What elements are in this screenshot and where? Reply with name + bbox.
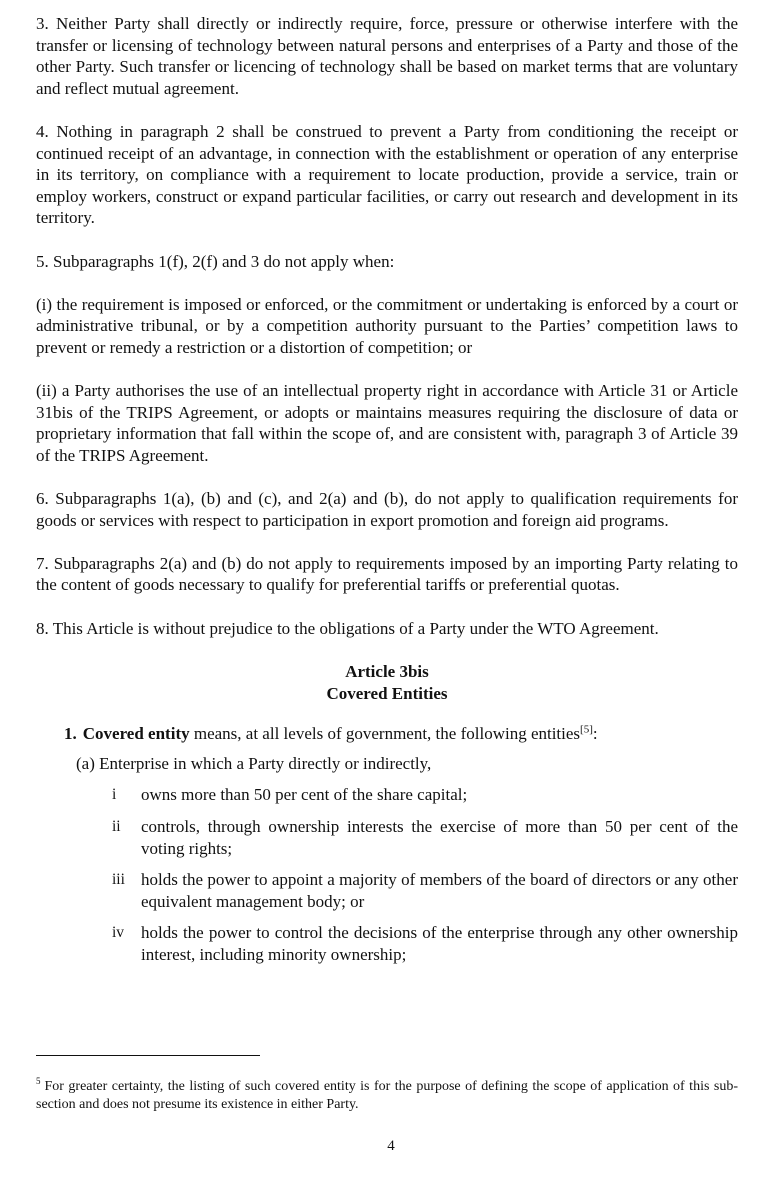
definition-end: : <box>592 724 598 744</box>
paragraph-5-i: (i) the requirement is imposed or enforced, or the commitment or undertaking is enforced by a court or administrative tribunal, or by a competition authority pursuant to the Parties’ competition laws to prevent or remedy a restriction or a distortion of competition; or <box>36 294 738 357</box>
list-item-text: holds the power to appoint a majority of members of the board of directors or any other equivalent management body; or <box>141 870 738 911</box>
article-heading <box>36 661 738 705</box>
list-item-text: controls, through ownership interests the exercise of more than 50 per cent of the voting rights; <box>141 817 738 858</box>
definition-term: Covered entity <box>82 724 190 744</box>
roman-numeral: iv <box>112 924 125 942</box>
paragraph-8: 8. This Article is without prejudice to the obligations of a Party under the WTO Agreement. <box>36 618 659 638</box>
document-page <box>36 13 738 976</box>
paragraph-7: 7. Subparagraphs 2(a) and (b) do not apply to requirements imposed by an importing Party relating to the content of goods necessary to qualify for preferential tariffs or preferential quotas. <box>36 553 738 595</box>
page-number: 4 <box>387 1138 395 1154</box>
list-item <box>112 869 738 912</box>
footnote-reference[interactable]: [5] <box>580 723 593 736</box>
definition-text: means, at all levels of government, the following entities <box>189 724 581 744</box>
footnote <box>36 1078 738 1114</box>
roman-numeral: ii <box>112 818 121 835</box>
paragraph-4: 4. Nothing in paragraph 2 shall be construed to prevent a Party from conditioning the receipt or continued receipt of an advantage, in connection with the establishment or operation of any enterprise in its territory, on compliance with a requirement to locate production, provide a service, train or employ workers, construct or expand particular facilities, or carry out research and development in its territory. <box>36 121 738 228</box>
article-title: Article 3bis <box>345 662 429 682</box>
list-item <box>112 816 738 859</box>
list-item-text: holds the power to control the decisions of the enterprise through any other ownership interest, including minority ownership; <box>141 923 738 964</box>
definition-number: 1. <box>64 724 77 744</box>
paragraph-3: 3. Neither Party shall directly or indirectly require, force, pressure or otherwise interfere with the transfer or licensing of technology between natural persons and enterprises of a Party and those of the other Party. Such transfer or licencing of technology shall be based on market terms that are voluntary and reflect mutual agreement. <box>36 14 738 98</box>
list-item <box>112 784 738 806</box>
subparagraph-a: (a) Enterprise in which a Party directly or indirectly, <box>76 753 432 773</box>
footnote-marker: 5 <box>36 1076 41 1087</box>
roman-numeral: i <box>112 786 117 804</box>
footnote-divider <box>36 1055 260 1056</box>
footnote-text: For greater certainty, the listing of such covered entity is for the purpose of defining the scope of application of this sub-section and does not presume its existence in either Party. <box>36 1079 738 1112</box>
paragraph-6: 6. Subparagraphs 1(a), (b) and (c), and 2(a) and (b), do not apply to qualification requirements for goods or services with respect to participation in export promotion and foreign aid programs. <box>36 489 738 530</box>
paragraph-5: 5. Subparagraphs 1(f), 2(f) and 3 do not apply when: <box>36 251 395 271</box>
list-item-text: owns more than 50 per cent of the share capital; <box>141 785 468 805</box>
roman-numeral: iii <box>112 871 125 889</box>
definition-item <box>64 723 738 745</box>
list-item <box>112 922 738 965</box>
article-subtitle: Covered Entities <box>326 684 448 704</box>
paragraph-5-ii: (ii) a Party authorises the use of an intellectual property right in accordance with Article 31 or Article 31bis of the TRIPS Agreement, or adopts or maintains measures requiring the disclosure of data or proprietary information that fall within the scope of, and are consistent with, paragraph 3 of Article 39 of the TRIPS Agreement. <box>36 381 738 465</box>
